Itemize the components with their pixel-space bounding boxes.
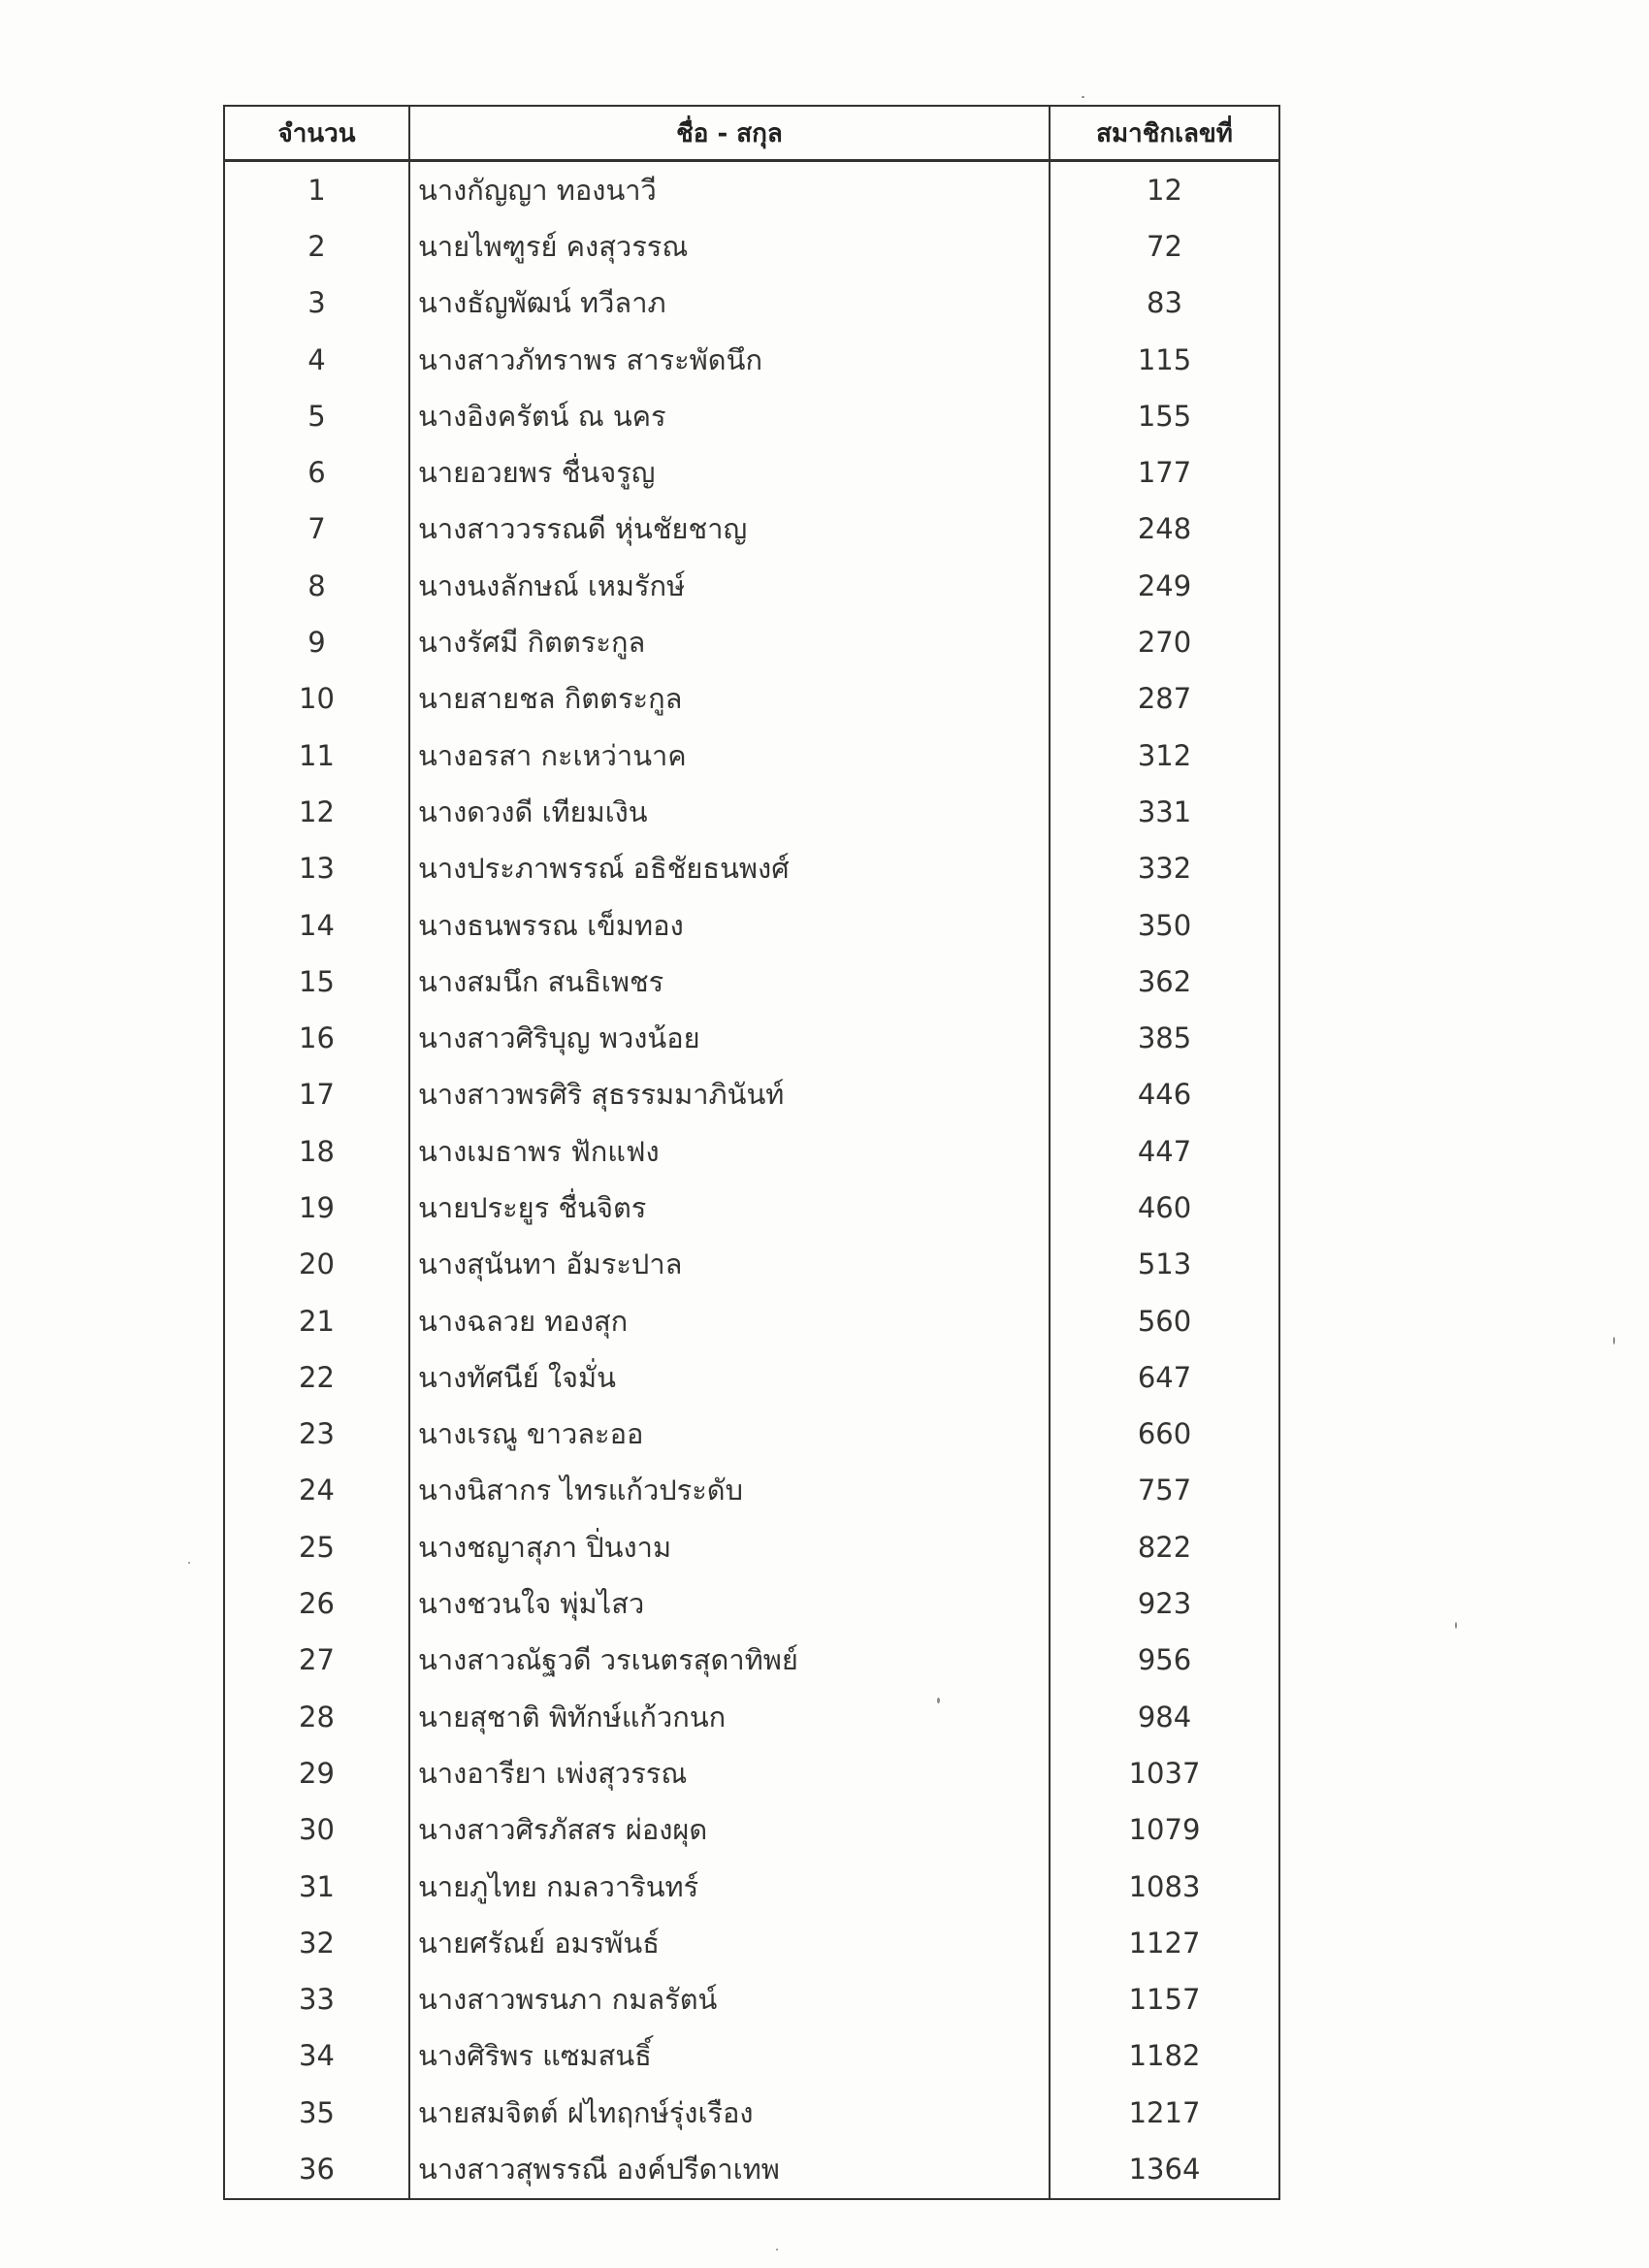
table-row [224, 388, 1279, 444]
table-row [224, 1349, 1279, 1406]
row-name-cell: นางชญาสุภา ปิ่นงาม [409, 1519, 1050, 1575]
row-count-cell: 8 [224, 558, 409, 614]
table-row [224, 218, 1279, 275]
header-count: จำนวน [224, 106, 409, 161]
table-row [224, 1293, 1279, 1349]
row-member-number-cell: 923 [1050, 1575, 1279, 1632]
row-count-cell: 25 [224, 1519, 409, 1575]
row-member-number-cell: 460 [1050, 1180, 1279, 1236]
row-name-cell: นางอารียา เพ่งสุวรรณ [409, 1745, 1050, 1801]
row-count-cell: 9 [224, 614, 409, 670]
row-member-number-cell: 956 [1050, 1633, 1279, 1689]
scan-speck [776, 2249, 778, 2251]
row-name-cell: นางสาวพรศิริ สุธรรมมาภินันท์ [409, 1067, 1050, 1123]
table-row [224, 332, 1279, 388]
row-count-cell: 6 [224, 444, 409, 501]
row-member-number-cell: 332 [1050, 841, 1279, 897]
table-row [224, 614, 1279, 670]
table-row [224, 1407, 1279, 1463]
table-row [224, 444, 1279, 501]
row-name-cell: นายไพฑูรย์ คงสุวรรณ [409, 218, 1050, 275]
row-name-cell: นางรัศมี กิตตระกูล [409, 614, 1050, 670]
row-count-cell: 29 [224, 1745, 409, 1801]
row-count-cell: 10 [224, 671, 409, 728]
table-row [224, 502, 1279, 558]
row-count-cell: 16 [224, 1010, 409, 1066]
row-name-cell: นางอรสา กะเหว่านาค [409, 728, 1050, 784]
row-member-number-cell: 660 [1050, 1407, 1279, 1463]
row-count-cell: 34 [224, 2028, 409, 2085]
row-name-cell: นางนิสากร ไทรแก้วประดับ [409, 1463, 1050, 1519]
row-member-number-cell: 984 [1050, 1689, 1279, 1745]
scan-speck [937, 1698, 940, 1703]
row-name-cell: นางชวนใจ พุ่มไสว [409, 1575, 1050, 1632]
table-row [224, 1463, 1279, 1519]
row-member-number-cell: 248 [1050, 502, 1279, 558]
row-count-cell: 36 [224, 2141, 409, 2198]
row-member-number-cell: 1182 [1050, 2028, 1279, 2085]
row-name-cell: นางศิริพร แซมสนธิ์ [409, 2028, 1050, 2085]
row-count-cell: 26 [224, 1575, 409, 1632]
table-row [224, 841, 1279, 897]
row-name-cell: นางสาวสุพรรณี องค์ปรีดาเทพ [409, 2141, 1050, 2198]
row-member-number-cell: 1083 [1050, 1859, 1279, 1915]
table-row [224, 1519, 1279, 1575]
row-count-cell: 3 [224, 275, 409, 332]
scan-speck [1613, 1337, 1615, 1345]
table-row [224, 1123, 1279, 1180]
row-name-cell: นางฉลวย ทองสุก [409, 1293, 1050, 1349]
row-member-number-cell: 1217 [1050, 2085, 1279, 2141]
row-member-number-cell: 513 [1050, 1237, 1279, 1293]
row-count-cell: 33 [224, 1972, 409, 2028]
scan-speck [1455, 1622, 1457, 1629]
row-count-cell: 22 [224, 1349, 409, 1406]
member-roster-table [223, 105, 1280, 2200]
row-name-cell: นางสาววรรณดี หุ่นชัยชาญ [409, 502, 1050, 558]
table-row [224, 1180, 1279, 1236]
row-member-number-cell: 331 [1050, 784, 1279, 840]
table-row [224, 2028, 1279, 2085]
row-name-cell: นางดวงดี เทียมเงิน [409, 784, 1050, 840]
row-count-cell: 2 [224, 218, 409, 275]
header-member-number: สมาชิกเลขที่ [1050, 106, 1279, 161]
row-count-cell: 13 [224, 841, 409, 897]
row-count-cell: 32 [224, 1915, 409, 1971]
row-name-cell: นางสาวภัทราพร สาระพัดนึก [409, 332, 1050, 388]
row-member-number-cell: 270 [1050, 614, 1279, 670]
table-header-row [224, 106, 1279, 161]
table-row [224, 954, 1279, 1010]
row-member-number-cell: 83 [1050, 275, 1279, 332]
row-count-cell: 19 [224, 1180, 409, 1236]
table-row [224, 728, 1279, 784]
row-member-number-cell: 350 [1050, 897, 1279, 954]
row-member-number-cell: 287 [1050, 671, 1279, 728]
table-row [224, 1010, 1279, 1066]
row-member-number-cell: 1364 [1050, 2141, 1279, 2198]
row-name-cell: นางธนพรรณ เข็มทอง [409, 897, 1050, 954]
row-member-number-cell: 757 [1050, 1463, 1279, 1519]
row-member-number-cell: 647 [1050, 1349, 1279, 1406]
row-member-number-cell: 1157 [1050, 1972, 1279, 2028]
scan-speck [1082, 96, 1084, 98]
header-name: ชื่อ - สกุล [409, 106, 1050, 161]
row-member-number-cell: 72 [1050, 218, 1279, 275]
row-count-cell: 12 [224, 784, 409, 840]
row-name-cell: นางประภาพรรณ์ อธิชัยธนพงศ์ [409, 841, 1050, 897]
row-name-cell: นางสุนันทา อัมระปาล [409, 1237, 1050, 1293]
row-name-cell: นายอวยพร ชื่นจรูญ [409, 444, 1050, 501]
row-name-cell: นายสุชาติ พิทักษ์แก้วกนก [409, 1689, 1050, 1745]
table-row [224, 1915, 1279, 1971]
row-count-cell: 11 [224, 728, 409, 784]
row-member-number-cell: 822 [1050, 1519, 1279, 1575]
row-name-cell: นางธัญพัฒน์ ทวีลาภ [409, 275, 1050, 332]
row-count-cell: 27 [224, 1633, 409, 1689]
table-row [224, 1859, 1279, 1915]
table-row [224, 2085, 1279, 2141]
table-row [224, 1689, 1279, 1745]
table-row [224, 897, 1279, 954]
row-name-cell: นางสาวพรนภา กมลรัตน์ [409, 1972, 1050, 2028]
table-row [224, 671, 1279, 728]
row-count-cell: 1 [224, 161, 409, 219]
row-count-cell: 28 [224, 1689, 409, 1745]
row-count-cell: 23 [224, 1407, 409, 1463]
row-count-cell: 7 [224, 502, 409, 558]
row-name-cell: นายศรัณย์ อมรพันธ์ [409, 1915, 1050, 1971]
row-name-cell: นายประยูร ชื่นจิตร [409, 1180, 1050, 1236]
row-name-cell: นางเมธาพร ฟักแฟง [409, 1123, 1050, 1180]
row-count-cell: 5 [224, 388, 409, 444]
row-count-cell: 4 [224, 332, 409, 388]
row-count-cell: 15 [224, 954, 409, 1010]
row-count-cell: 20 [224, 1237, 409, 1293]
row-member-number-cell: 155 [1050, 388, 1279, 444]
table-row [224, 2141, 1279, 2198]
row-member-number-cell: 12 [1050, 161, 1279, 219]
table-row [224, 1575, 1279, 1632]
row-member-number-cell: 1079 [1050, 1802, 1279, 1859]
row-member-number-cell: 1127 [1050, 1915, 1279, 1971]
row-name-cell: นายสมจิตต์ ฝไทฤกษ์รุ่งเรือง [409, 2085, 1050, 2141]
row-count-cell: 30 [224, 1802, 409, 1859]
row-count-cell: 24 [224, 1463, 409, 1519]
row-member-number-cell: 115 [1050, 332, 1279, 388]
row-name-cell: นางนงลักษณ์ เหมรักษ์ [409, 558, 1050, 614]
row-member-number-cell: 312 [1050, 728, 1279, 784]
row-member-number-cell: 560 [1050, 1293, 1279, 1349]
row-name-cell: นางสาวศิรภัสสร ผ่องผุด [409, 1802, 1050, 1859]
table-row [224, 558, 1279, 614]
row-count-cell: 35 [224, 2085, 409, 2141]
table-row [224, 1067, 1279, 1123]
table-row [224, 1237, 1279, 1293]
row-count-cell: 14 [224, 897, 409, 954]
row-name-cell: นางสมนึก สนธิเพชร [409, 954, 1050, 1010]
row-member-number-cell: 447 [1050, 1123, 1279, 1180]
row-name-cell: นางทัศนีย์ ใจมั่น [409, 1349, 1050, 1406]
row-name-cell: นางกัญญา ทองนาวี [409, 161, 1050, 219]
row-member-number-cell: 177 [1050, 444, 1279, 501]
table-row [224, 1745, 1279, 1801]
row-member-number-cell: 385 [1050, 1010, 1279, 1066]
row-member-number-cell: 446 [1050, 1067, 1279, 1123]
row-name-cell: นายสายชล กิตตระกูล [409, 671, 1050, 728]
table-row [224, 1633, 1279, 1689]
table-body [224, 161, 1279, 2199]
row-member-number-cell: 249 [1050, 558, 1279, 614]
row-count-cell: 17 [224, 1067, 409, 1123]
row-member-number-cell: 362 [1050, 954, 1279, 1010]
row-count-cell: 18 [224, 1123, 409, 1180]
row-count-cell: 21 [224, 1293, 409, 1349]
table-row [224, 275, 1279, 332]
row-count-cell: 31 [224, 1859, 409, 1915]
table-row [224, 161, 1279, 219]
table-row [224, 784, 1279, 840]
row-name-cell: นางสาวศิริบุญ พวงน้อย [409, 1010, 1050, 1066]
row-name-cell: นายภูไทย กมลวารินทร์ [409, 1859, 1050, 1915]
row-name-cell: นางเรณู ขาวละออ [409, 1407, 1050, 1463]
table-row [224, 1802, 1279, 1859]
row-name-cell: นางอิงครัตน์ ณ นคร [409, 388, 1050, 444]
table-row [224, 1972, 1279, 2028]
row-member-number-cell: 1037 [1050, 1745, 1279, 1801]
row-name-cell: นางสาวณัฐวดี วรเนตรสุดาทิพย์ [409, 1633, 1050, 1689]
scan-speck [188, 1562, 190, 1564]
